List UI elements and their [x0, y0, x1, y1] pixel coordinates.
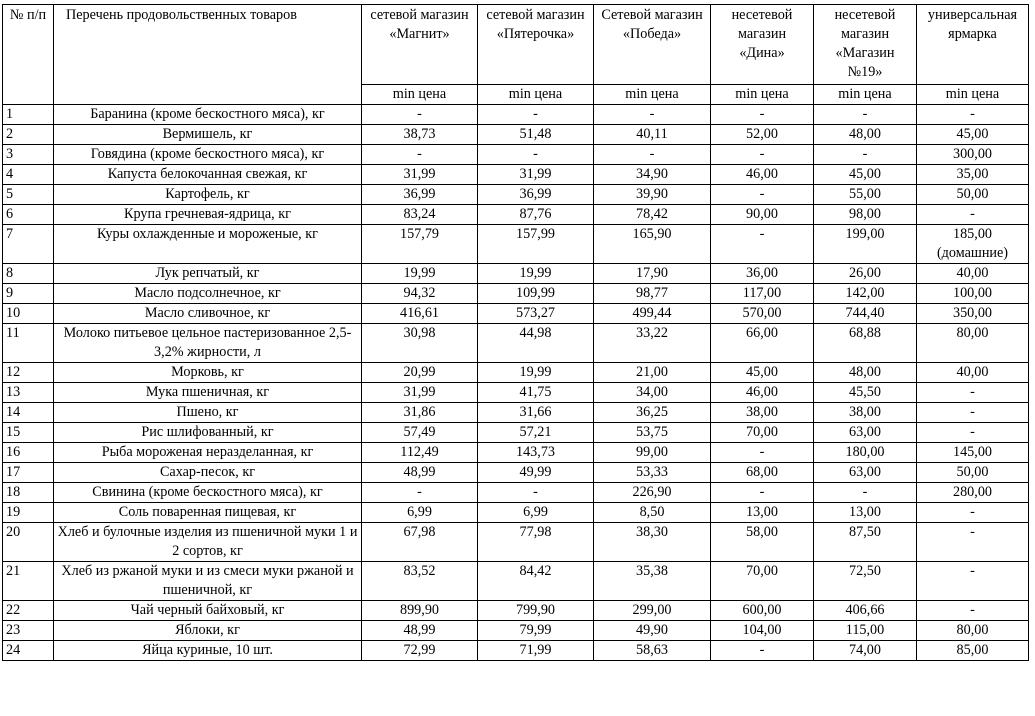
table-row: [3, 423, 1029, 443]
subheader-min-price: min цена: [594, 85, 711, 105]
price-cell: 46,00: [711, 383, 814, 403]
price-cell: 36,99: [362, 185, 478, 205]
price-cell: 26,00: [814, 264, 917, 284]
table-row: [3, 324, 1029, 363]
price-cell: 199,00: [814, 225, 917, 264]
price-cell: 899,90: [362, 601, 478, 621]
price-cell: -: [711, 225, 814, 264]
price-cell: 157,79: [362, 225, 478, 264]
table-body: [3, 105, 1029, 661]
price-cell: 90,00: [711, 205, 814, 225]
price-cell: 41,75: [478, 383, 594, 403]
price-cell: 38,00: [814, 403, 917, 423]
row-number: 16: [3, 443, 54, 463]
price-cell: 6,99: [478, 503, 594, 523]
price-cell: 63,00: [814, 463, 917, 483]
price-cell: -: [814, 105, 917, 125]
price-cell: 78,42: [594, 205, 711, 225]
row-number: 5: [3, 185, 54, 205]
price-cell: 112,49: [362, 443, 478, 463]
price-cell: -: [917, 562, 1029, 601]
price-cell: 31,99: [478, 165, 594, 185]
product-name: Свинина (кроме бескостного мяса), кг: [54, 483, 362, 503]
price-cell: 53,33: [594, 463, 711, 483]
price-cell: 36,25: [594, 403, 711, 423]
price-cell: -: [711, 641, 814, 661]
price-cell: -: [711, 483, 814, 503]
header-number: № п/п: [3, 5, 54, 105]
price-cell: -: [711, 443, 814, 463]
price-cell: -: [917, 601, 1029, 621]
header-shop-dina: несетевой магазин «Дина»: [711, 5, 814, 85]
subheader-min-price: min цена: [711, 85, 814, 105]
subheader-min-price: min цена: [362, 85, 478, 105]
price-cell: 31,99: [362, 383, 478, 403]
product-name: Соль поваренная пищевая, кг: [54, 503, 362, 523]
price-cell: 20,99: [362, 363, 478, 383]
price-cell: 70,00: [711, 562, 814, 601]
price-cell: 350,00: [917, 304, 1029, 324]
table-row: [3, 562, 1029, 601]
price-cell: 31,99: [362, 165, 478, 185]
product-name: Мука пшеничная, кг: [54, 383, 362, 403]
table-row: [3, 601, 1029, 621]
price-cell: 57,21: [478, 423, 594, 443]
price-cell: 19,99: [362, 264, 478, 284]
price-cell: 145,00: [917, 443, 1029, 463]
price-cell: 45,50: [814, 383, 917, 403]
table-header-row: [3, 5, 1029, 85]
product-name: Пшено, кг: [54, 403, 362, 423]
price-cell: 31,86: [362, 403, 478, 423]
row-number: 20: [3, 523, 54, 562]
product-name: Масло подсолнечное, кг: [54, 284, 362, 304]
table-row: [3, 363, 1029, 383]
price-cell: 34,90: [594, 165, 711, 185]
table-row: [3, 523, 1029, 562]
price-cell: 40,00: [917, 264, 1029, 284]
product-name: Лук репчатый, кг: [54, 264, 362, 284]
price-cell: 99,00: [594, 443, 711, 463]
row-number: 2: [3, 125, 54, 145]
product-name: Масло сливочное, кг: [54, 304, 362, 324]
table-row: [3, 125, 1029, 145]
row-number: 8: [3, 264, 54, 284]
price-cell: 104,00: [711, 621, 814, 641]
table-row: [3, 165, 1029, 185]
price-cell: -: [362, 145, 478, 165]
price-cell: 38,73: [362, 125, 478, 145]
table-row: [3, 105, 1029, 125]
product-name: Крупа гречневая-ядрица, кг: [54, 205, 362, 225]
row-number: 7: [3, 225, 54, 264]
price-cell: -: [917, 503, 1029, 523]
price-cell: 165,90: [594, 225, 711, 264]
header-shop-pobeda: Сетевой магазин «Победа»: [594, 5, 711, 85]
price-cell: 406,66: [814, 601, 917, 621]
price-cell: 142,00: [814, 284, 917, 304]
price-cell: -: [362, 483, 478, 503]
table-row: [3, 284, 1029, 304]
price-cell: 71,99: [478, 641, 594, 661]
price-cell: 117,00: [711, 284, 814, 304]
price-cell: 109,99: [478, 284, 594, 304]
price-cell: 300,00: [917, 145, 1029, 165]
table-row: [3, 503, 1029, 523]
table-row: [3, 383, 1029, 403]
product-name: Хлеб из ржаной муки и из смеси муки ржаной и пшеничной, кг: [54, 562, 362, 601]
price-cell: 85,00: [917, 641, 1029, 661]
price-cell: 30,98: [362, 324, 478, 363]
price-cell: 74,00: [814, 641, 917, 661]
subheader-min-price: min цена: [814, 85, 917, 105]
product-name: Чай черный байховый, кг: [54, 601, 362, 621]
price-cell: 68,00: [711, 463, 814, 483]
product-name: Яйца куриные, 10 шт.: [54, 641, 362, 661]
row-number: 23: [3, 621, 54, 641]
row-number: 24: [3, 641, 54, 661]
price-cell: 84,42: [478, 562, 594, 601]
price-cell: 115,00: [814, 621, 917, 641]
price-cell: 79,99: [478, 621, 594, 641]
table-row: [3, 225, 1029, 264]
price-cell: 8,50: [594, 503, 711, 523]
product-name: Яблоки, кг: [54, 621, 362, 641]
price-cell: 600,00: [711, 601, 814, 621]
price-cell: 36,99: [478, 185, 594, 205]
price-cell: 80,00: [917, 621, 1029, 641]
price-cell: 98,77: [594, 284, 711, 304]
price-cell: 226,90: [594, 483, 711, 503]
table-row: [3, 205, 1029, 225]
price-cell: 744,40: [814, 304, 917, 324]
price-cell: -: [814, 483, 917, 503]
price-cell: -: [917, 423, 1029, 443]
price-cell: 40,11: [594, 125, 711, 145]
price-cell: 499,44: [594, 304, 711, 324]
table-row: [3, 443, 1029, 463]
price-cell: 38,00: [711, 403, 814, 423]
price-cell: 57,49: [362, 423, 478, 443]
price-cell: 799,90: [478, 601, 594, 621]
header-shop-magnit: сетевой магазин «Магнит»: [362, 5, 478, 85]
product-name: Капуста белокочанная свежая, кг: [54, 165, 362, 185]
product-name: Морковь, кг: [54, 363, 362, 383]
table-row: [3, 483, 1029, 503]
price-cell: 35,00: [917, 165, 1029, 185]
price-cell: 100,00: [917, 284, 1029, 304]
price-cell: -: [362, 105, 478, 125]
row-number: 12: [3, 363, 54, 383]
price-cell: 55,00: [814, 185, 917, 205]
row-number: 9: [3, 284, 54, 304]
header-shop-pyaterochka: сетевой магазин «Пятерочка»: [478, 5, 594, 85]
price-cell: 72,50: [814, 562, 917, 601]
price-cell: -: [711, 105, 814, 125]
price-cell: 48,00: [814, 363, 917, 383]
price-cell: -: [711, 145, 814, 165]
price-cell: 66,00: [711, 324, 814, 363]
row-number: 4: [3, 165, 54, 185]
price-cell: 180,00: [814, 443, 917, 463]
price-cell: 80,00: [917, 324, 1029, 363]
row-number: 13: [3, 383, 54, 403]
price-cell: 185,00 (домашние): [917, 225, 1029, 264]
price-cell: -: [478, 145, 594, 165]
price-cell: 83,52: [362, 562, 478, 601]
price-cell: 45,00: [917, 125, 1029, 145]
table-row: [3, 304, 1029, 324]
price-cell: 77,98: [478, 523, 594, 562]
row-number: 21: [3, 562, 54, 601]
price-cell: 35,38: [594, 562, 711, 601]
table-row: [3, 641, 1029, 661]
table-row: [3, 185, 1029, 205]
row-number: 6: [3, 205, 54, 225]
table-row: [3, 463, 1029, 483]
row-number: 17: [3, 463, 54, 483]
price-cell: -: [814, 145, 917, 165]
product-name: Куры охлажденные и мороженые, кг: [54, 225, 362, 264]
price-cell: 19,99: [478, 363, 594, 383]
header-product-list: Перечень продовольственных товаров: [54, 5, 362, 105]
price-table: [2, 4, 1029, 661]
price-cell: 38,30: [594, 523, 711, 562]
price-cell: -: [917, 205, 1029, 225]
price-cell: 48,99: [362, 463, 478, 483]
row-number: 1: [3, 105, 54, 125]
price-cell: 280,00: [917, 483, 1029, 503]
price-cell: 6,99: [362, 503, 478, 523]
price-cell: 52,00: [711, 125, 814, 145]
product-name: Говядина (кроме бескостного мяса), кг: [54, 145, 362, 165]
price-cell: 68,88: [814, 324, 917, 363]
price-cell: 48,00: [814, 125, 917, 145]
product-name: Сахар-песок, кг: [54, 463, 362, 483]
price-cell: 58,63: [594, 641, 711, 661]
price-cell: -: [917, 403, 1029, 423]
price-cell: 46,00: [711, 165, 814, 185]
price-cell: 299,00: [594, 601, 711, 621]
row-number: 19: [3, 503, 54, 523]
subheader-min-price: min цена: [917, 85, 1029, 105]
price-cell: 67,98: [362, 523, 478, 562]
price-cell: 50,00: [917, 463, 1029, 483]
row-number: 18: [3, 483, 54, 503]
row-number: 15: [3, 423, 54, 443]
table-row: [3, 145, 1029, 165]
price-cell: -: [594, 145, 711, 165]
price-cell: 45,00: [711, 363, 814, 383]
price-cell: 87,76: [478, 205, 594, 225]
price-cell: 49,99: [478, 463, 594, 483]
price-cell: 45,00: [814, 165, 917, 185]
price-cell: 21,00: [594, 363, 711, 383]
price-cell: -: [478, 483, 594, 503]
price-cell: 416,61: [362, 304, 478, 324]
product-name: Картофель, кг: [54, 185, 362, 205]
product-name: Вермишель, кг: [54, 125, 362, 145]
price-cell: 33,22: [594, 324, 711, 363]
price-cell: 53,75: [594, 423, 711, 443]
price-cell: -: [478, 105, 594, 125]
price-cell: 98,00: [814, 205, 917, 225]
product-name: Молоко питьевое цельное пастеризованное 2,5-3,2% жирности, л: [54, 324, 362, 363]
price-cell: 31,66: [478, 403, 594, 423]
row-number: 3: [3, 145, 54, 165]
price-cell: 44,98: [478, 324, 594, 363]
price-cell: 72,99: [362, 641, 478, 661]
product-name: Рыба мороженая неразделанная, кг: [54, 443, 362, 463]
subheader-min-price: min цена: [478, 85, 594, 105]
header-fair: универсальная ярмарка: [917, 5, 1029, 85]
price-cell: -: [711, 185, 814, 205]
price-cell: -: [594, 105, 711, 125]
price-cell: 87,50: [814, 523, 917, 562]
price-cell: 19,99: [478, 264, 594, 284]
header-shop-19: несетевой магазин «Магазин №19»: [814, 5, 917, 85]
row-number: 14: [3, 403, 54, 423]
table-row: [3, 621, 1029, 641]
price-cell: 17,90: [594, 264, 711, 284]
price-cell: -: [917, 105, 1029, 125]
product-name: Хлеб и булочные изделия из пшеничной муки 1 и 2 сортов, кг: [54, 523, 362, 562]
price-cell: 573,27: [478, 304, 594, 324]
price-cell: 157,99: [478, 225, 594, 264]
price-cell: 58,00: [711, 523, 814, 562]
price-cell: 143,73: [478, 443, 594, 463]
price-cell: 49,90: [594, 621, 711, 641]
price-cell: 70,00: [711, 423, 814, 443]
price-cell: 48,99: [362, 621, 478, 641]
product-name: Рис шлифованный, кг: [54, 423, 362, 443]
price-cell: 83,24: [362, 205, 478, 225]
price-cell: 13,00: [814, 503, 917, 523]
table-row: [3, 264, 1029, 284]
price-cell: -: [917, 523, 1029, 562]
price-cell: 13,00: [711, 503, 814, 523]
row-number: 11: [3, 324, 54, 363]
row-number: 22: [3, 601, 54, 621]
price-cell: 94,32: [362, 284, 478, 304]
price-cell: 40,00: [917, 363, 1029, 383]
price-cell: 63,00: [814, 423, 917, 443]
price-cell: 51,48: [478, 125, 594, 145]
product-name: Баранина (кроме бескостного мяса), кг: [54, 105, 362, 125]
price-cell: 36,00: [711, 264, 814, 284]
price-cell: -: [917, 383, 1029, 403]
row-number: 10: [3, 304, 54, 324]
price-cell: 570,00: [711, 304, 814, 324]
price-cell: 34,00: [594, 383, 711, 403]
table-row: [3, 403, 1029, 423]
price-cell: 50,00: [917, 185, 1029, 205]
price-cell: 39,90: [594, 185, 711, 205]
